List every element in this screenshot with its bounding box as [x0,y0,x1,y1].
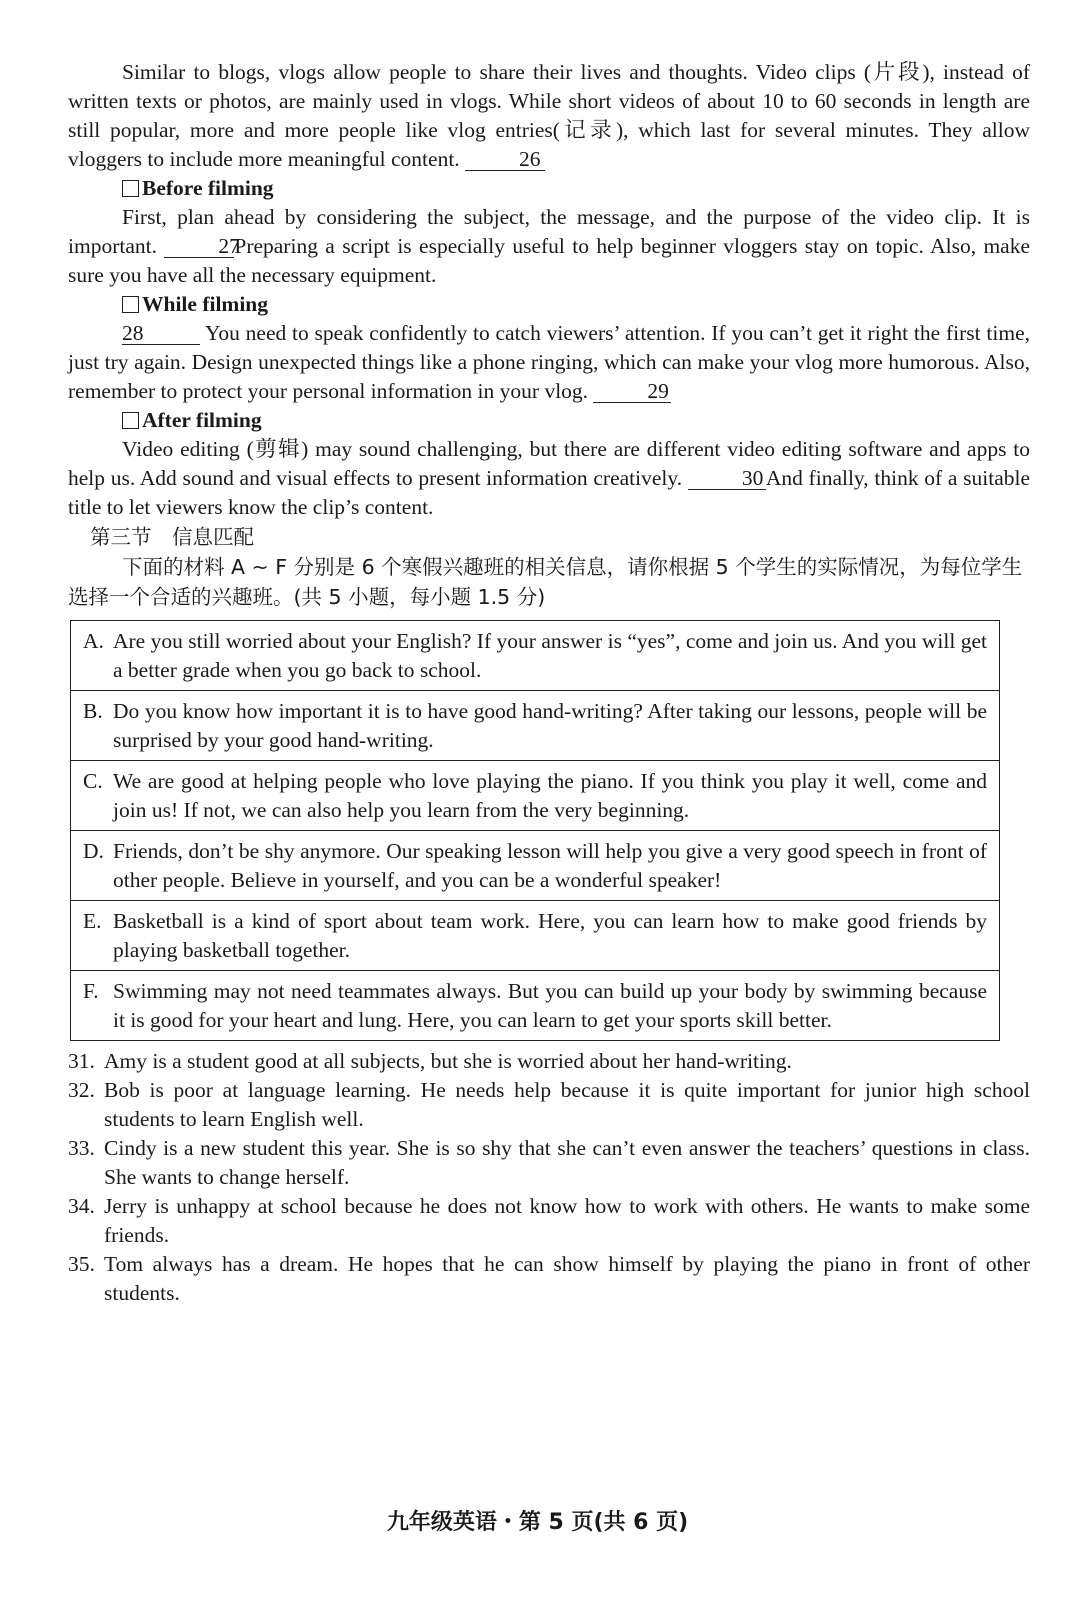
option-label: E. [83,909,102,933]
option-text: Are you still worried about your English? If your answer is “yes”, come and join us. And you will get a better grade when you go back to school. [113,629,987,682]
after-filming-paragraph [68,435,1030,522]
question-number: 35. [68,1252,95,1276]
before-filming-paragraph [68,203,1030,290]
question-number: 34. [68,1194,95,1218]
instructions-text: 下面的材料 A ~ F 分别是 6 个寒假兴趣班的相关信息，请你根据 5 个学生的实际情况，为每位学生选择一个合适的兴趣班。(共 5 小题，每小题 1.5 分) [68,555,1023,609]
blank-28: 28 [122,322,200,345]
option-row-f [71,971,1000,1041]
question-number: 33. [68,1136,95,1160]
checkbox-icon [122,180,139,197]
passage-intro [68,58,1030,174]
question-text: Bob is poor at language learning. He needs help because it is quite important for junior high school students to learn English well. [104,1078,1030,1131]
question-text: Amy is a student good at all subjects, but she is worried about her hand-writing. [104,1049,792,1073]
section-3-instructions [68,552,1030,612]
question-text: Tom always has a dream. He hopes that he can show himself by playing the piano in front of other students. [104,1252,1030,1305]
blank-29: 29 [593,380,671,403]
after-filming-heading [122,406,1030,435]
option-text: Basketball is a kind of sport about team work. Here, you can learn how to make good friends by playing basketball together. [113,909,987,962]
question-list [68,1047,1030,1308]
options-table [70,620,1000,1041]
option-row-e [71,901,1000,971]
after-heading-label: After filming [142,408,262,432]
option-row-c [71,761,1000,831]
option-row-d [71,831,1000,901]
question-number: 32. [68,1078,95,1102]
question-item [68,1250,1030,1308]
blank-27: 27 [164,235,234,258]
question-item [68,1134,1030,1192]
question-item [68,1047,1030,1076]
question-number: 31. [68,1049,95,1073]
question-item [68,1076,1030,1134]
before-filming-heading [122,174,1030,203]
option-label: D. [83,839,104,863]
question-text: Cindy is a new student this year. She is so shy that she can’t even answer the teachers’ questions in class. She wants to change herself. [104,1136,1030,1189]
option-text: Friends, don’t be shy anymore. Our speaking lesson will help you give a very good speech in front of other people. Believe in yourself, and you can be a wonderful speaker! [113,839,987,892]
option-text: Do you know how important it is to have good hand-writing? After taking our lessons, people will be surprised by your good hand-writing. [113,699,987,752]
before-heading-label: Before filming [142,176,274,200]
intro-text: Similar to blogs, vlogs allow people to share their lives and thoughts. Video clips (片段), instead of written texts or photos, are mainly used in vlogs. While short videos of about 10 to 60 seconds in length are still popular, more and more people like vlog entries(记录), which last for several minutes. They allow vloggers to include more meaningful content. [68,60,1030,171]
while-heading-label: While filming [142,292,269,316]
blank-30: 30 [688,467,766,490]
while-text: You need to speak confidently to catch viewers’ attention. If you can’t get it right the first time, just try again. Design unexpected things like a phone ringing, which can make your vlog more humorous. Also, remember to protect your personal information in your vlog. [68,321,1030,403]
option-text: Swimming may not need teammates always. But you can build up your body by swimming because it is good for your heart and lung. Here, you can learn to get your sports skill better. [113,979,987,1032]
option-label: A. [83,629,104,653]
option-label: C. [83,769,103,793]
option-label: B. [83,699,103,723]
question-text: Jerry is unhappy at school because he does not know how to work with others. He wants to make some friends. [104,1194,1030,1247]
option-label: F. [83,979,99,1003]
checkbox-icon [122,296,139,313]
option-row-a [71,621,1000,691]
while-filming-heading [122,290,1030,319]
option-text: We are good at helping people who love playing the piano. If you think you play it well, come and join us! If not, we can also help you learn from the very beginning. [113,769,987,822]
section-3-title: 第三节 信息匹配 [90,525,254,549]
after-text-2: And finally, think of a suitable title to let viewers know the clip’s content. [68,466,1031,519]
while-filming-paragraph [68,319,1030,406]
before-text-2: Preparing a script is especially useful to help beginner vloggers stay on topic. Also, make sure you have all the necessary equipment. [68,234,1031,287]
blank-26: 26 [465,148,545,171]
after-text-1: Video editing (剪辑) may sound challenging, but there are different video editing software and apps to help us. Add sound and visual effects to present information creatively. [68,437,1030,490]
question-item [68,1192,1030,1250]
option-row-b [71,691,1000,761]
page-footer: 九年级英语・第 5 页(共 6 页) [386,1510,689,1535]
before-text-1: First, plan ahead by considering the subject, the message, and the purpose of the video clip. It is important. [68,205,1030,258]
checkbox-icon [122,412,139,429]
exam-page [68,58,1030,1308]
